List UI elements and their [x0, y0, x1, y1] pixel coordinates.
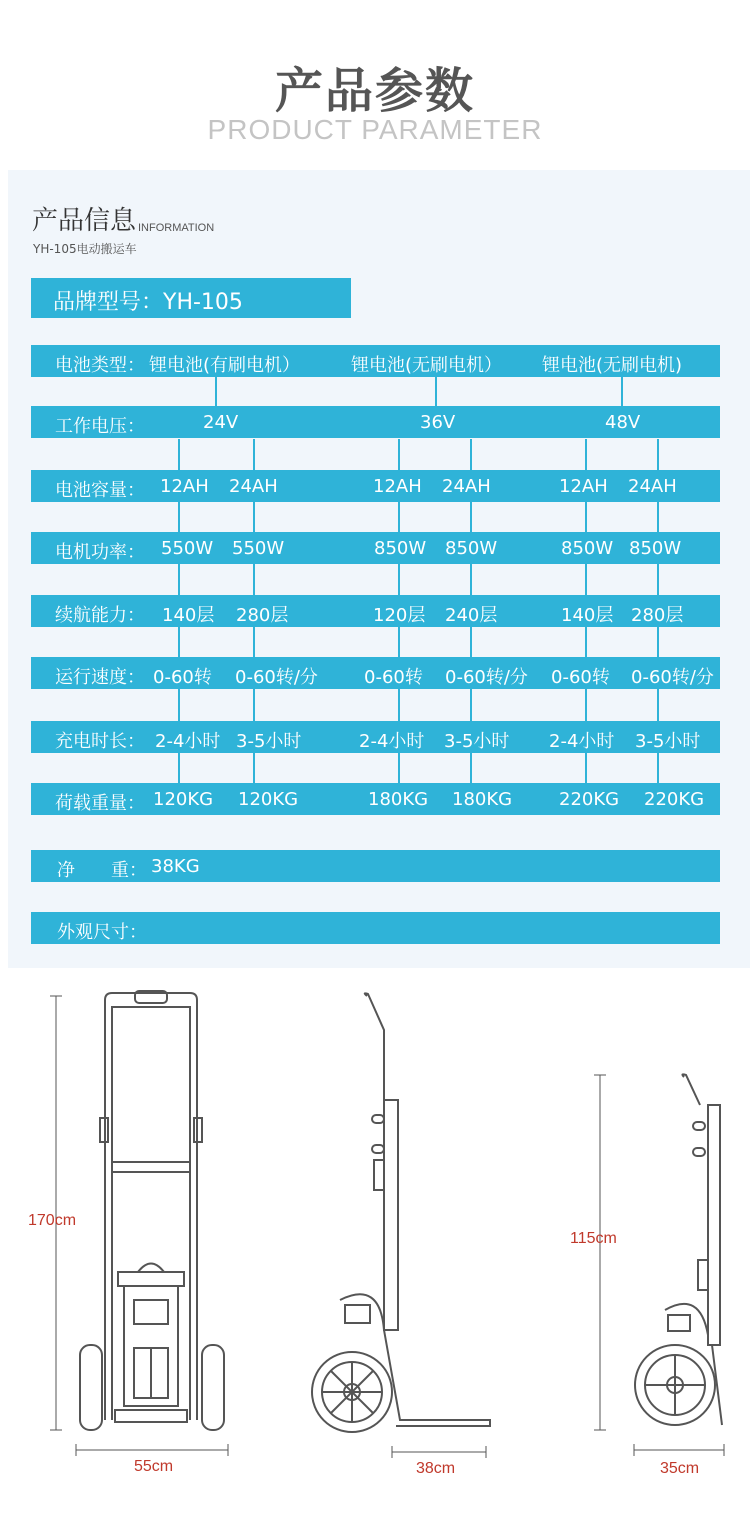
row-value: 850W — [561, 538, 614, 559]
info-title: 产品信息 — [32, 206, 137, 236]
row-value: 140层 — [561, 605, 614, 626]
row-value: 3-5小时 — [635, 731, 701, 752]
row-value: 3-5小时 — [444, 731, 510, 752]
folded-view-illustration — [635, 1074, 722, 1425]
page-subtitle: PRODUCT PARAMETER — [207, 114, 543, 145]
side-view-illustration — [312, 993, 490, 1432]
row-value: 24V — [203, 412, 239, 433]
row-label: 续航能力： — [55, 605, 145, 626]
row-value: 12AH — [373, 476, 422, 497]
row-label: 外观尺寸： — [57, 922, 147, 943]
front-view-illustration — [80, 991, 224, 1430]
dim-front-width: 55cm — [134, 1458, 174, 1475]
row-value: 220KG — [559, 789, 620, 810]
row-value: 240层 — [445, 605, 498, 626]
row-value: 120层 — [373, 605, 426, 626]
dim-side-depth: 38cm — [416, 1460, 456, 1477]
row-value: 0-60转/分 — [631, 667, 714, 688]
row-value: 锂电池(无刷电机） — [351, 355, 503, 376]
row-value: 550W — [161, 538, 214, 559]
row-value: 220KG — [644, 789, 705, 810]
dim-folded-height: 115cm — [570, 1230, 617, 1247]
row-value: 180KG — [452, 789, 513, 810]
row-value: 48V — [605, 412, 641, 433]
row-label: 电机功率： — [55, 542, 145, 563]
row-label: 净 重： — [57, 860, 147, 881]
row-label: 电池容量： — [55, 480, 145, 501]
info-title-en: INFORMATION — [138, 222, 215, 234]
row-value: 2-4小时 — [359, 731, 425, 752]
row-value: 180KG — [368, 789, 429, 810]
page-title: 产品参数 — [274, 63, 475, 119]
info-model: YH-105电动搬运车 — [33, 242, 137, 256]
row-value: 550W — [232, 538, 285, 559]
brand-text: 品牌型号：YH-105 — [53, 290, 243, 315]
row-value: 0-60转 — [551, 667, 610, 688]
row-value: 120KG — [238, 789, 299, 810]
row-value: 锂电池(有刷电机） — [149, 355, 301, 376]
row-value: 36V — [420, 412, 456, 433]
row-value: 0-60转/分 — [235, 667, 318, 688]
row-value: 12AH — [559, 476, 608, 497]
row-value: 2-4小时 — [155, 731, 221, 752]
row-value: 0-60转 — [364, 667, 423, 688]
row-value: 38KG — [151, 856, 200, 877]
row-label: 荷载重量： — [55, 793, 145, 814]
row-value: 280层 — [631, 605, 684, 626]
row-value: 24AH — [628, 476, 677, 497]
row-value: 850W — [629, 538, 682, 559]
row-value: 280层 — [236, 605, 289, 626]
row-value: 850W — [374, 538, 427, 559]
row-label: 充电时长： — [55, 731, 145, 752]
row-value: 850W — [445, 538, 498, 559]
row-value: 120KG — [153, 789, 214, 810]
row-label: 电池类型： — [55, 355, 145, 376]
row-value: 0-60转/分 — [445, 667, 528, 688]
row-value: 0-60转 — [153, 667, 212, 688]
row-value: 12AH — [160, 476, 209, 497]
dim-front-height: 170cm — [28, 1212, 77, 1229]
row-value: 140层 — [162, 605, 215, 626]
row-value: 24AH — [229, 476, 278, 497]
row-label: 工作电压： — [55, 416, 145, 437]
row-label: 运行速度： — [55, 667, 145, 688]
row-value: 3-5小时 — [236, 731, 302, 752]
dim-folded-depth: 35cm — [660, 1460, 700, 1477]
row-value: 24AH — [442, 476, 491, 497]
row-value: 2-4小时 — [549, 731, 615, 752]
row-value: 锂电池(无刷电机) — [542, 355, 683, 376]
